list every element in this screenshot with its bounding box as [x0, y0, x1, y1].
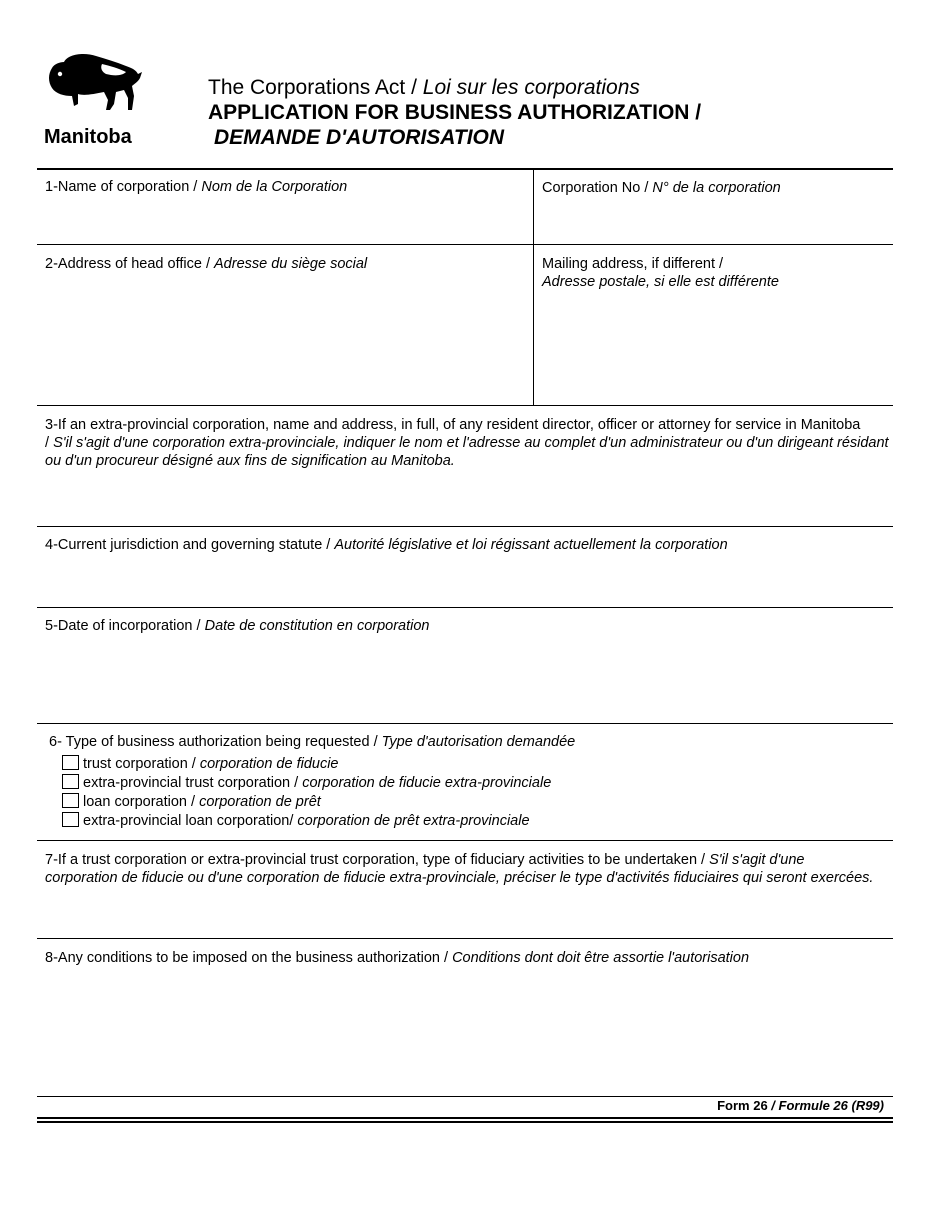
field-8-label-fr: Conditions dont doit être assortie l'autorisation	[452, 950, 750, 966]
act-title-en: The Corporations Act	[208, 76, 406, 99]
act-title-sep: /	[405, 76, 423, 99]
field-5-label-fr: Date de constitution en corporation	[204, 618, 430, 634]
option-extra-provincial-trust[interactable]	[62, 774, 551, 793]
rule-4	[37, 607, 893, 608]
field-jurisdiction[interactable]	[45, 536, 890, 601]
rule-footer-bottom-2	[37, 1121, 893, 1123]
option-extra-provincial-loan[interactable]	[62, 812, 530, 831]
field-date-of-incorporation[interactable]	[45, 617, 890, 717]
field-name-of-corporation[interactable]	[45, 178, 525, 238]
column-divider	[533, 168, 534, 406]
field-2-label-en: 2-Address of head office /	[45, 256, 215, 272]
field-2-label-fr: Adresse du siège social	[214, 256, 368, 272]
checkbox[interactable]	[62, 774, 79, 789]
option-label-en: extra-provincial loan corporation/	[83, 813, 298, 829]
field-6-label-fr: Type d'autorisation demandée	[381, 734, 576, 750]
field-6-label-en: 6- Type of business authorization being requested /	[49, 734, 382, 750]
field-conditions[interactable]	[45, 949, 890, 1089]
option-trust-corporation[interactable]	[62, 755, 339, 774]
rule-2	[37, 405, 893, 406]
mailing-label-en: Mailing address, if different /	[542, 256, 724, 272]
field-authorization-type	[49, 733, 575, 751]
option-label-en: loan corporation /	[83, 794, 200, 810]
form-title-fr: DEMANDE D'AUTORISATION	[214, 126, 505, 149]
option-label-fr: corporation de prêt extra-provinciale	[297, 813, 530, 829]
rule-7	[37, 938, 893, 939]
act-title-fr: Loi sur les corporations	[422, 76, 640, 99]
mailing-label-fr: Adresse postale, si elle est différente	[542, 274, 779, 290]
corp-no-label-fr: N° de la corporation	[652, 180, 781, 196]
rule-1	[37, 244, 893, 245]
field-8-label-en: 8-Any conditions to be imposed on the business authorization /	[45, 950, 453, 966]
field-3-label-fr: S'il s'agit d'une corporation extra-provinciale, indiquer le nom et l'adresse au complet d'un administrateur ou d'un dirigeant résidant ou d'un procureur désigné aux fins de signification au Manitoba.	[45, 435, 889, 469]
option-label-fr: corporation de prêt	[199, 794, 321, 810]
field-mailing-address[interactable]	[542, 255, 887, 400]
checkbox[interactable]	[62, 793, 79, 808]
field-7-label-en: 7-If a trust corporation or extra-provincial trust corporation, type of fiduciary activities to be undertaken /	[45, 852, 710, 868]
manitoba-logo	[40, 52, 150, 152]
field-head-office-address[interactable]	[45, 255, 525, 400]
rule-top	[37, 168, 893, 170]
rule-footer-top	[37, 1096, 893, 1097]
rule-5	[37, 723, 893, 724]
field-resident-director[interactable]	[45, 416, 890, 520]
field-4-label-fr: Autorité législative et loi régissant actuellement la corporation	[334, 537, 728, 553]
field-corporation-number[interactable]	[542, 179, 887, 237]
option-label-en: extra-provincial trust corporation /	[83, 775, 303, 791]
province-name: Manitoba	[44, 126, 132, 148]
form-title-en: APPLICATION FOR BUSINESS AUTHORIZATION /	[208, 101, 702, 124]
corp-no-label-en: Corporation No /	[542, 180, 653, 196]
option-label-fr: corporation de fiducie extra-provinciale	[302, 775, 552, 791]
field-4-label-en: 4-Current jurisdiction and governing statute /	[45, 537, 335, 553]
field-1-label-fr: Nom de la Corporation	[201, 179, 348, 195]
field-1-label-en: 1-Name of corporation /	[45, 179, 202, 195]
bison-icon	[44, 52, 144, 114]
rule-3	[37, 526, 893, 527]
option-loan-corporation[interactable]	[62, 793, 321, 812]
option-label-en: trust corporation /	[83, 756, 200, 772]
field-7-label-fr: S'il s'agit d'une corporation de fiducie ou d'une corporation de fiducie extra-provinciale, préciser le type d'activités fiduciaires qui seront exercées.	[45, 852, 874, 886]
field-fiduciary-activities[interactable]	[45, 851, 875, 933]
field-5-label-en: 5-Date of incorporation /	[45, 618, 205, 634]
option-label-fr: corporation de fiducie	[199, 756, 339, 772]
field-3-label-en: 3-If an extra-provincial corporation, name and address, in full, of any resident director, officer or attorney for service in Manitoba	[45, 417, 861, 433]
act-title	[208, 75, 640, 100]
rule-6	[37, 840, 893, 841]
checkbox[interactable]	[62, 755, 79, 770]
form-number	[717, 1098, 884, 1113]
rule-footer-bottom-1	[37, 1117, 893, 1119]
form-number-en: Form 26	[717, 1098, 768, 1113]
form-number-fr: / Formule 26 (R99)	[767, 1098, 884, 1113]
checkbox[interactable]	[62, 812, 79, 827]
field-3-sep: /	[45, 435, 54, 451]
